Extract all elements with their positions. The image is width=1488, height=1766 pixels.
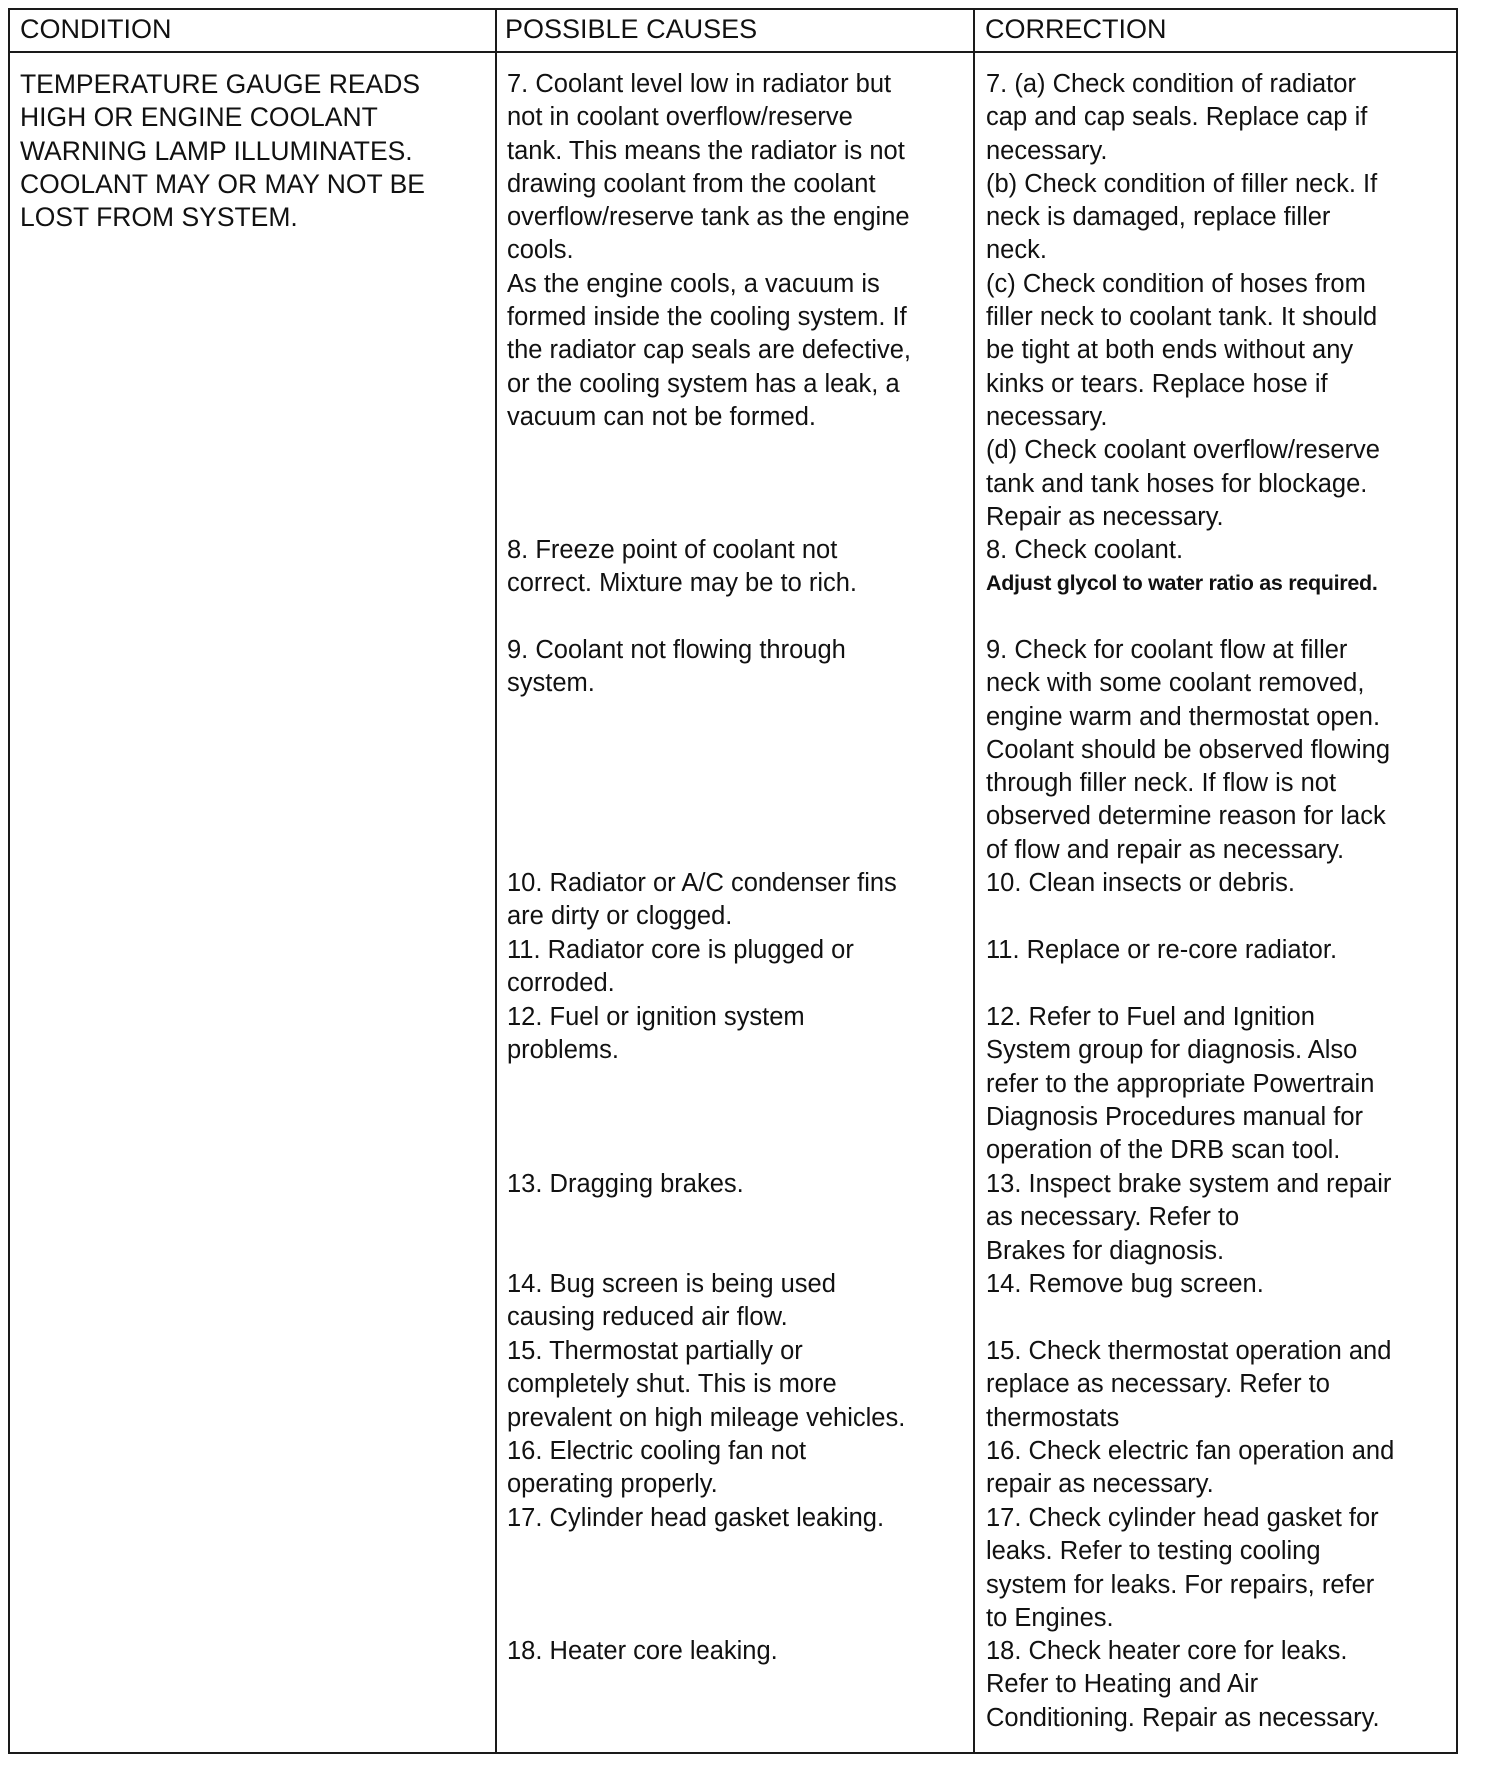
condition-line: WARNING LAMP ILLUMINATES. xyxy=(20,135,413,166)
cause-line: 18. Heater core leaking. xyxy=(507,1637,778,1665)
cause-line: overflow/reserve tank as the engine xyxy=(507,203,910,232)
correction-line: engine warm and thermostat open. xyxy=(986,702,1381,731)
correction-line: tank and tank hoses for blockage. xyxy=(986,469,1368,498)
correction-line: (c) Check condition of hoses from xyxy=(986,269,1366,298)
correction-line: neck with some coolant removed, xyxy=(986,669,1365,698)
correction-line: as necessary. Refer to xyxy=(986,1203,1240,1232)
cause-line: causing reduced air flow. xyxy=(507,1303,788,1332)
correction-line: 9. Check for coolant flow at filler xyxy=(986,636,1348,664)
correction-line: necessary. xyxy=(986,136,1108,165)
diagnosis-table xyxy=(8,8,1458,1754)
correction-line: cap and cap seals. Replace cap if xyxy=(986,103,1368,132)
cause-16 xyxy=(507,1435,969,1502)
header-condition: CONDITION xyxy=(20,14,172,44)
correction-18 xyxy=(986,1635,1452,1735)
cause-18 xyxy=(507,1635,969,1668)
cause-17 xyxy=(507,1502,969,1535)
cause-line: corroded. xyxy=(507,969,615,998)
cause-line: vacuum can not be formed. xyxy=(507,402,817,431)
correction-9 xyxy=(986,634,1452,867)
cause-line: are dirty or clogged. xyxy=(507,902,733,931)
cause-8 xyxy=(507,534,969,601)
condition-line: TEMPERATURE GAUGE READS xyxy=(20,69,421,99)
cause-line: 15. Thermostat partially or xyxy=(507,1337,803,1365)
cause-line: operating properly. xyxy=(507,1470,718,1499)
cause-line: cools. xyxy=(507,236,574,265)
cause-line: problems. xyxy=(507,1036,619,1065)
cause-11 xyxy=(507,934,969,1001)
correction-line: leaks. Refer to testing cooling xyxy=(986,1537,1321,1566)
correction-line: thermostats xyxy=(986,1403,1120,1432)
cause-line: correct. Mixture may be to rich. xyxy=(507,569,858,598)
correction-line: of flow and repair as necessary. xyxy=(986,835,1345,864)
correction-line: be tight at both ends without any xyxy=(986,336,1354,365)
cause-line: 13. Dragging brakes. xyxy=(507,1170,744,1198)
cause-line: not in coolant overflow/reserve xyxy=(507,103,853,132)
correction-line: 8. Check coolant. xyxy=(986,536,1184,564)
condition-line: HIGH OR ENGINE COOLANT xyxy=(20,102,378,133)
correction-13 xyxy=(986,1168,1452,1268)
cause-line: drawing coolant from the coolant xyxy=(507,169,876,198)
correction-7 xyxy=(986,68,1452,534)
correction-line: System group for diagnosis. Also xyxy=(986,1036,1358,1065)
condition-text xyxy=(20,68,480,234)
cause-line: 14. Bug screen is being used xyxy=(507,1270,836,1298)
correction-line: Repair as necessary. xyxy=(986,502,1224,531)
correction-line: observed determine reason for lack xyxy=(986,802,1386,831)
cause-line: 12. Fuel or ignition system xyxy=(507,1003,805,1031)
correction-line: (d) Check coolant overflow/reserve xyxy=(986,436,1380,465)
header-correction: CORRECTION xyxy=(985,14,1167,44)
cause-line: 9. Coolant not flowing through xyxy=(507,636,846,664)
cause-10 xyxy=(507,867,969,934)
cause-line: 7. Coolant level low in radiator but xyxy=(507,70,892,98)
correction-line: 16. Check electric fan operation and xyxy=(986,1437,1395,1465)
correction-line: system for leaks. For repairs, refer xyxy=(986,1570,1375,1599)
cause-line: 17. Cylinder head gasket leaking. xyxy=(507,1504,885,1532)
correction-line: 7. (a) Check condition of radiator xyxy=(986,70,1356,98)
cause-line: formed inside the cooling system. If xyxy=(507,303,907,332)
cause-line: 11. Radiator core is plugged or xyxy=(507,936,854,964)
correction-line: 17. Check cylinder head gasket for xyxy=(986,1504,1379,1532)
correction-line: 12. Refer to Fuel and Ignition xyxy=(986,1003,1315,1031)
cause-7 xyxy=(507,68,969,434)
correction-line: 13. Inspect brake system and repair xyxy=(986,1170,1392,1198)
correction-line: 10. Clean insects or debris. xyxy=(986,869,1295,897)
cause-line: tank. This means the radiator is not xyxy=(507,136,905,165)
correction-17 xyxy=(986,1502,1452,1635)
cause-15 xyxy=(507,1335,969,1435)
correction-16 xyxy=(986,1435,1452,1502)
correction-line: replace as necessary. Refer to xyxy=(986,1370,1330,1399)
correction-line: through filler neck. If flow is not xyxy=(986,769,1337,798)
correction-line: repair as necessary. xyxy=(986,1470,1214,1499)
cause-line: 8. Freeze point of coolant not xyxy=(507,536,838,564)
condition-line: LOST FROM SYSTEM. xyxy=(20,202,298,233)
cause-13 xyxy=(507,1168,969,1201)
cause-line: completely shut. This is more xyxy=(507,1370,837,1399)
cause-line: prevalent on high mileage vehicles. xyxy=(507,1403,906,1432)
correction-line: neck. xyxy=(986,236,1047,265)
condition-line: COOLANT MAY OR MAY NOT BE xyxy=(20,168,425,199)
correction-line: Refer to Heating and Air xyxy=(986,1670,1259,1699)
correction-line: kinks or tears. Replace hose if xyxy=(986,369,1328,398)
cause-line: the radiator cap seals are defective, xyxy=(507,336,911,365)
correction-line: refer to the appropriate Powertrain xyxy=(986,1069,1375,1098)
correction-line: Coolant should be observed flowing xyxy=(986,735,1391,764)
cause-line: system. xyxy=(507,669,595,698)
cause-12 xyxy=(507,1001,969,1068)
correction-11 xyxy=(986,934,1452,967)
correction-line: to Engines. xyxy=(986,1603,1114,1632)
correction-14 xyxy=(986,1268,1452,1301)
correction-line: 15. Check thermostat operation and xyxy=(986,1337,1392,1365)
correction-8 xyxy=(986,534,1452,601)
correction-line: filler neck to coolant tank. It should xyxy=(986,303,1378,332)
cause-line: or the cooling system has a leak, a xyxy=(507,369,900,398)
column-divider xyxy=(495,10,497,1752)
header-divider xyxy=(10,51,1456,53)
correction-line: neck is damaged, replace filler xyxy=(986,203,1331,232)
correction-12 xyxy=(986,1001,1452,1167)
header-possible-causes: POSSIBLE CAUSES xyxy=(505,14,758,44)
cause-line: 10. Radiator or A/C condenser fins xyxy=(507,869,897,897)
correction-line: necessary. xyxy=(986,402,1108,431)
column-divider xyxy=(973,10,975,1752)
correction-note: Adjust glycol to water ratio as required. xyxy=(986,571,1378,596)
cause-line: As the engine cools, a vacuum is xyxy=(507,269,880,298)
cause-9 xyxy=(507,634,969,701)
correction-line: Diagnosis Procedures manual for xyxy=(986,1102,1364,1131)
correction-line: 14. Remove bug screen. xyxy=(986,1270,1264,1298)
correction-line: operation of the DRB scan tool. xyxy=(986,1136,1341,1165)
correction-10 xyxy=(986,867,1452,900)
correction-line: Conditioning. Repair as necessary. xyxy=(986,1703,1380,1732)
cause-line: 16. Electric cooling fan not xyxy=(507,1437,807,1465)
correction-line: Brakes for diagnosis. xyxy=(986,1236,1225,1265)
cause-14 xyxy=(507,1268,969,1335)
correction-line: 11. Replace or re-core radiator. xyxy=(986,936,1338,964)
correction-15 xyxy=(986,1335,1452,1435)
correction-line: (b) Check condition of filler neck. If xyxy=(986,169,1378,198)
correction-line: 18. Check heater core for leaks. xyxy=(986,1637,1348,1665)
